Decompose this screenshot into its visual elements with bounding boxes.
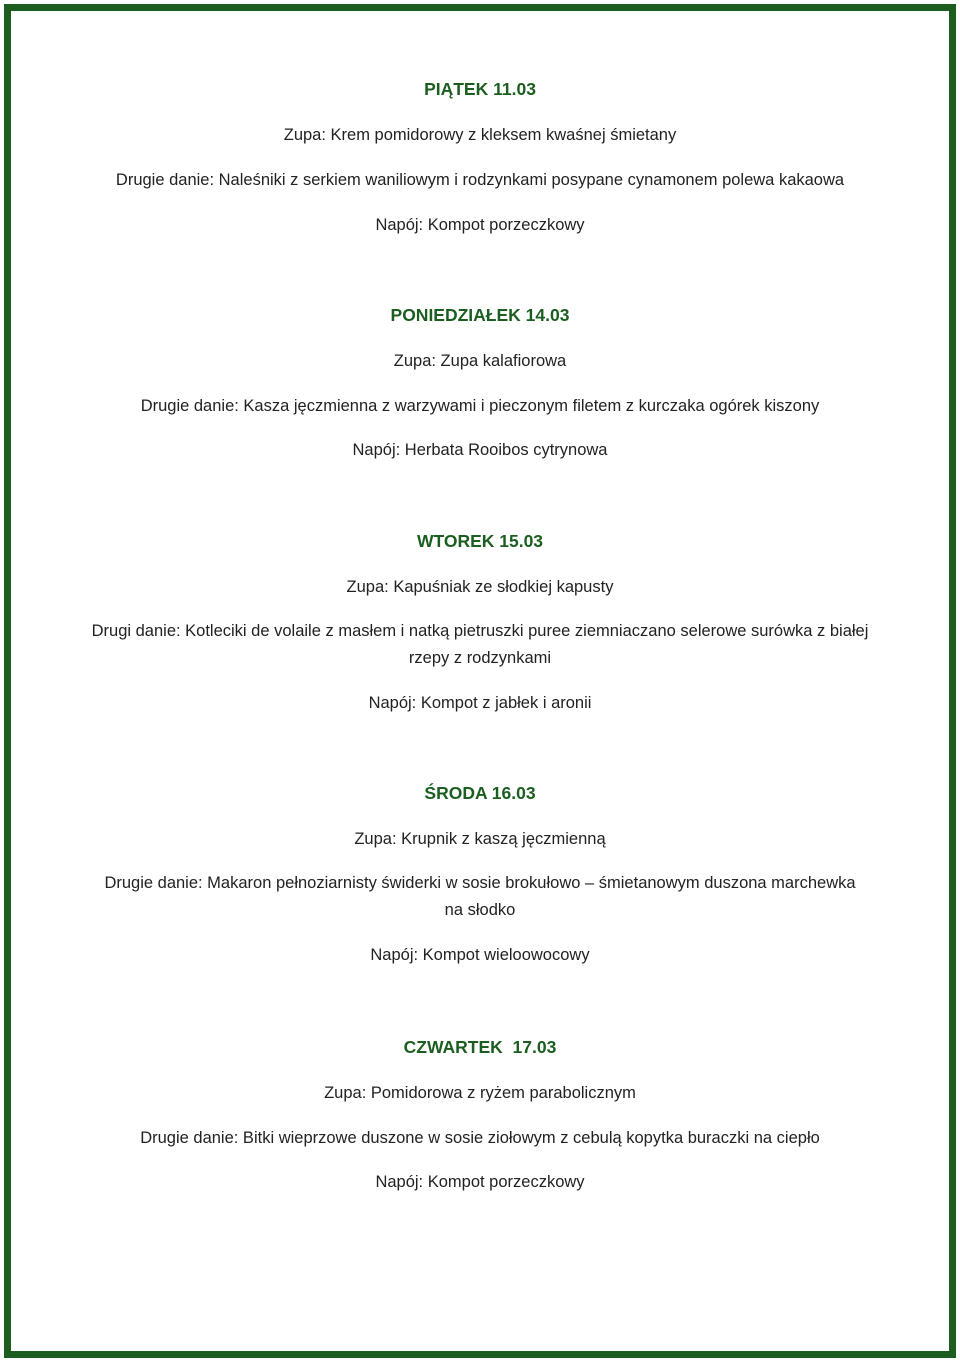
drink-line: Napój: Kompot porzeczkowy — [375, 216, 585, 234]
drink-line: Napój: Herbata Rooibos cytrynowa — [352, 441, 608, 459]
drink-line: Napój: Kompot z jabłek i aronii — [368, 694, 592, 712]
page-border — [4, 4, 956, 1358]
main-course-line: Drugie danie: Bitki wieprzowe duszone w sosie ziołowym z cebulą kopytka buraczki na ciepło — [140, 1129, 820, 1147]
drink-line: Napój: Kompot wieloowocowy — [370, 946, 590, 964]
main-course-line: Drugie danie: Kasza jęczmienna z warzywami i pieczonym filetem z kurczaka ogórek kiszony — [140, 397, 820, 415]
soup-line: Zupa: Zupa kalafiorowa — [393, 352, 567, 370]
day-heading: PONIEDZIAŁEK 14.03 — [390, 305, 570, 325]
soup-line: Zupa: Krem pomidorowy z kleksem kwaśnej śmietany — [283, 126, 677, 144]
soup-line: Zupa: Krupnik z kaszą jęczmienną — [354, 830, 606, 848]
main-course-line: Drugie danie: Naleśniki z serkiem waniliowym i rodzynkami posypane cynamonem polewa kakaowa — [115, 171, 845, 189]
main-course-line: Drugie danie: Makaron pełnoziarnisty świderki w sosie brokułowo – śmietanowym duszona marchewka na słodko — [104, 874, 856, 919]
day-heading: ŚRODA 16.03 — [424, 783, 536, 803]
soup-line: Zupa: Pomidorowa z ryżem parabolicznym — [324, 1084, 636, 1102]
day-heading: PIĄTEK 11.03 — [424, 79, 536, 99]
day-heading: CZWARTEK 17.03 — [403, 1037, 557, 1057]
soup-line: Zupa: Kapuśniak ze słodkiej kapusty — [346, 578, 614, 596]
day-heading: WTOREK 15.03 — [416, 531, 544, 551]
main-course-line: Drugi danie: Kotleciki de volaile z masłem i natką pietruszki puree ziemniaczano selerowe surówka z białej rzepy z rodzynkami — [91, 622, 869, 667]
drink-line: Napój: Kompot porzeczkowy — [375, 1173, 585, 1191]
